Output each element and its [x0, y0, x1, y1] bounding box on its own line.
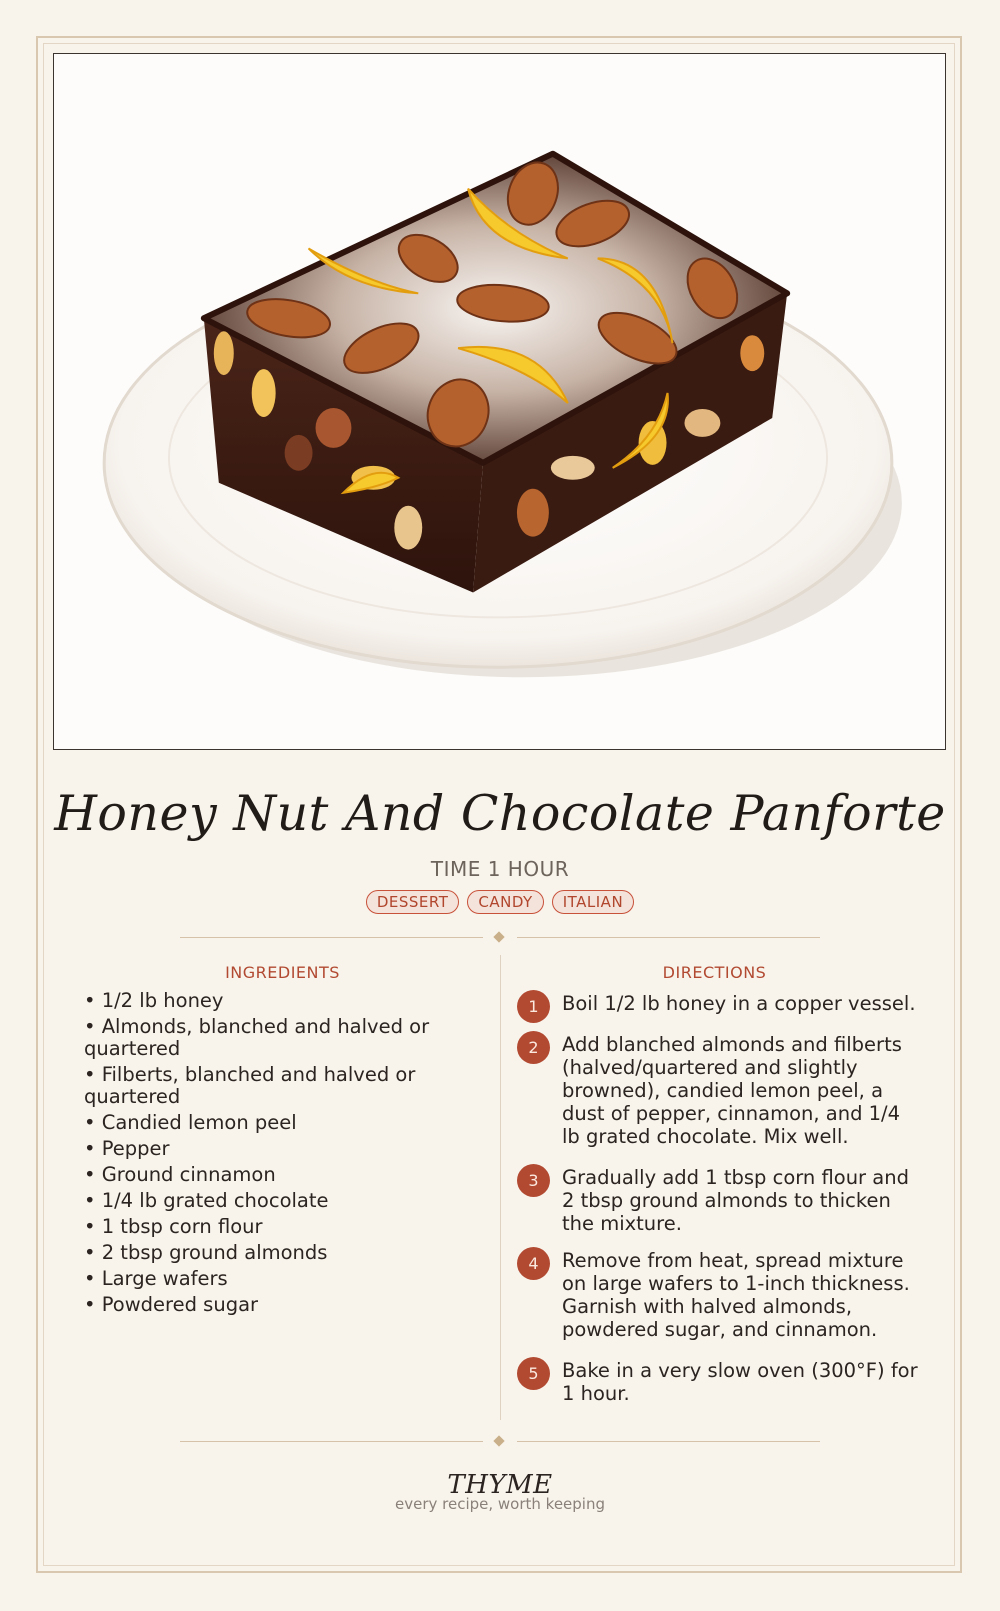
ingredient-item: • Large wafers: [84, 1267, 228, 1290]
ingredients-heading: INGREDIENTS: [225, 963, 340, 982]
brand-logo: THYME: [447, 1470, 553, 1500]
direction-step: [517, 1164, 922, 1235]
step-text: Remove from heat, spread mixture on large wafers to 1-inch thickness. Garnish with halved almonds, powdered sugar, and cinnamon.: [562, 1249, 910, 1341]
ingredient-list: [84, 990, 454, 1320]
diamond-ornament: [493, 1435, 504, 1446]
column-separator: [500, 955, 501, 1420]
ingredient-item: • Filberts, blanched and halved or quartered: [84, 1063, 416, 1108]
recipe-photo: [53, 53, 946, 750]
tag-italian[interactable]: ITALIAN: [552, 890, 634, 914]
step-number-badge: 1: [517, 990, 550, 1023]
step-text: Bake in a very slow oven (300°F) for 1 hour.: [562, 1359, 918, 1405]
brand-tagline: every recipe, worth keeping: [394, 1495, 605, 1513]
directions-heading: DIRECTIONS: [662, 963, 767, 982]
ingredient-item: • 1 tbsp corn flour: [84, 1215, 263, 1238]
ingredient-item: • Candied lemon peel: [84, 1111, 297, 1134]
direction-step: [517, 1031, 922, 1148]
step-number-badge: 5: [517, 1357, 550, 1390]
step-text: Boil 1/2 lb honey in a copper vessel.: [562, 992, 916, 1015]
cook-time: TIME 1 HOUR: [430, 857, 570, 881]
ingredient-item: • Pepper: [84, 1137, 170, 1160]
recipe-title: Honey Nut And Chocolate Panforte: [54, 785, 946, 842]
ingredient-item: • Powdered sugar: [84, 1293, 259, 1316]
ingredient-item: • 1/2 lb honey: [84, 989, 224, 1012]
ingredient-item: • 1/4 lb grated chocolate: [84, 1189, 329, 1212]
divider-top: [180, 931, 820, 945]
tag-dessert[interactable]: DESSERT: [366, 890, 460, 914]
direction-step: [517, 1357, 922, 1405]
tag-list: [0, 890, 1000, 914]
ingredient-item: • 2 tbsp ground almonds: [84, 1241, 328, 1264]
divider-bottom: [180, 1435, 820, 1449]
step-number-badge: 4: [517, 1247, 550, 1280]
step-number-badge: 3: [517, 1164, 550, 1197]
diamond-ornament: [493, 931, 504, 942]
direction-step: [517, 1247, 922, 1341]
direction-step: [517, 990, 922, 1015]
ingredient-item: • Almonds, blanched and halved or quartered: [84, 1015, 430, 1060]
direction-list: [517, 990, 922, 1405]
step-text: Add blanched almonds and filberts (halved/quartered and slightly browned), candied lemon peel, a dust of pepper, cinnamon, and 1/4 lb grated chocolate. Mix well.: [562, 1033, 902, 1148]
step-text: Gradually add 1 tbsp corn flour and 2 tbsp ground almonds to thicken the mixture.: [562, 1166, 909, 1235]
tag-candy[interactable]: CANDY: [467, 890, 543, 914]
step-number-badge: 2: [517, 1031, 550, 1064]
ingredient-item: • Ground cinnamon: [84, 1163, 276, 1186]
